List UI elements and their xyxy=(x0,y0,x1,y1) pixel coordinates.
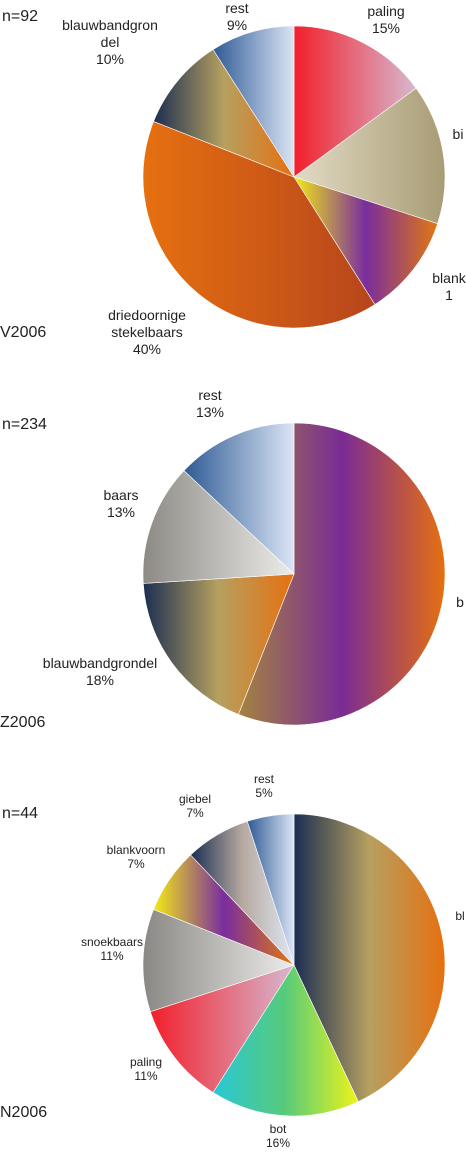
pie-chart-z2006 xyxy=(0,380,466,760)
slice-label-baars xyxy=(103,487,138,521)
slice-label-line: blankvoorn xyxy=(106,843,166,857)
slice-label-line: 18% xyxy=(85,671,115,688)
slice-label-paling xyxy=(130,1055,162,1084)
slice-label-driedoornige xyxy=(108,307,186,357)
slice-label-line: stekelbaars xyxy=(111,323,183,340)
sample-size-label: n=234 xyxy=(2,416,47,433)
slice-label-giebel xyxy=(179,792,211,821)
slice-label-snoekbaars xyxy=(81,935,143,964)
slice-label-blankvoorn xyxy=(107,843,166,872)
slice-label-line: 15% xyxy=(371,19,401,36)
slice-label-line: del xyxy=(100,33,120,50)
slice-label-line: bot xyxy=(269,1122,287,1136)
slice-label-line: 7% xyxy=(127,857,145,872)
station-label: N2006 xyxy=(0,1104,48,1121)
slice-label-paling xyxy=(367,3,404,37)
sample-size-label: n=44 xyxy=(2,805,39,822)
pie-chart-z2006-svg xyxy=(0,380,466,760)
pie-chart-n2006 xyxy=(0,760,466,1154)
slice-label-rest xyxy=(225,0,248,34)
slice-label-line: 13% xyxy=(106,503,136,520)
slice-label-line: rest xyxy=(225,0,249,16)
pie-chart-n2006-svg xyxy=(0,760,466,1154)
slice-label-rest xyxy=(254,772,274,801)
slice-label-line: rest xyxy=(253,772,275,786)
slice-label-blankvoorn xyxy=(432,270,465,304)
slice-label-line: 11% xyxy=(134,1069,158,1084)
slice-label-line: snoekbaars xyxy=(80,935,144,949)
slice-label-line: baars xyxy=(103,487,139,503)
slice-label-line: blauwbandgron xyxy=(62,17,158,33)
sample-size-label: n=92 xyxy=(2,8,39,25)
slice-label-line: 16% xyxy=(265,1136,291,1151)
slice-label-line: 11% xyxy=(100,949,124,964)
slice-label-blauwbandgrondel xyxy=(455,909,464,923)
slice-label-line: 40% xyxy=(132,340,162,357)
slice-label-line: rest xyxy=(198,387,222,403)
slice-label-line: driedoornige xyxy=(108,307,186,323)
slice-label-line: blauwbandgrondel xyxy=(42,655,158,671)
slice-label-line: 10% xyxy=(95,50,125,67)
pie-chart-v2006 xyxy=(0,0,466,380)
slice-label-line: 9% xyxy=(226,16,248,33)
station-label: Z2006 xyxy=(0,714,46,731)
slice-label-blauwbandgrondel xyxy=(62,17,158,67)
slice-label-line: giebel xyxy=(178,792,212,806)
slice-label-line: b xyxy=(456,594,464,610)
slice-label-blauwbandgrondel xyxy=(43,655,157,689)
slice-label-line: blank xyxy=(432,270,466,286)
slice-label-line: paling xyxy=(129,1055,163,1069)
slice-label-line: 7% xyxy=(186,806,204,821)
slice-label-line: 1 xyxy=(445,286,453,303)
station-label: V2006 xyxy=(0,324,47,341)
slice-label-bot xyxy=(456,594,464,611)
slice-label-bot xyxy=(453,126,464,143)
slice-label-line: paling xyxy=(367,3,405,19)
slice-label-line: 13% xyxy=(195,403,225,420)
slice-label-line: bi xyxy=(452,126,464,142)
slice-label-line: bl xyxy=(455,909,465,923)
slice-label-bot xyxy=(266,1122,290,1151)
slice-label-line: 5% xyxy=(255,786,273,801)
slice-label-rest xyxy=(196,387,224,421)
